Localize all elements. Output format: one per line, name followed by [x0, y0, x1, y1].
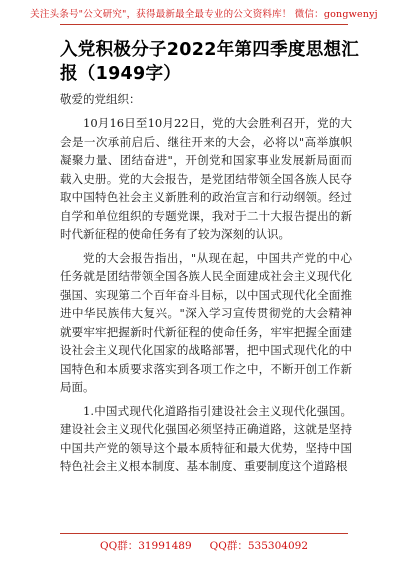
document-title: 入党积极分子2022年第四季度思想汇报（1949字） — [60, 40, 360, 84]
header-divider — [60, 24, 348, 25]
paragraph: 党的大会报告指出，"从现在起，中国共产党的中心任务就是团结带领全国各族人民全面建成社会主义现代化强国、实现第二个百年奋斗目标，以中国式现代化全面推进中华民族伟大复兴。"深入学习宣传贯彻党的大会精神就要牢牢把握新时代新征程的使命任务，牢牢把握全面建设社会主义现代化国家的战略部署，把中国式现代化的中国特色和本质要求落实到各项工作之中，不断开创工作新局面。 — [60, 250, 352, 394]
document-body — [60, 114, 352, 481]
footer-divider — [60, 533, 348, 534]
paragraph: 1.中国式现代化道路指引建设社会主义现代化强国。建设社会主义现代化强国必须坚持正确道路，这就是坚持中国共产党的领导这个最本质特征和最大优势，坚持中国特色社会主义根本制度、基本制度、重要制度这个道路根 — [60, 403, 352, 473]
footer — [0, 538, 408, 553]
header-banner: 关注头条号"公文研究"，获得最新最全最专业的公文资料库！ 微信：gongwenyj — [30, 9, 378, 20]
salutation: 敬爱的党组织： — [60, 92, 141, 106]
footer-qq-group-2: QQ群：535304092 — [209, 540, 308, 552]
footer-qq-group-1: QQ群：31991489 — [99, 540, 192, 552]
paragraph: 10月16日至10月22日，党的大会胜利召开，党的大会是一次承前启后、继往开来的大会，必将以"高举旗帜凝聚力量、团结奋进"，开创党和国家事业发展新局面而载入史册。党的大会报告，是党团结带领全国各族人民夺取中国特色社会主义新胜利的政治宣言和行动纲领。经过自学和单位组织的专题党课，我对于二十大报告提出的新时代新征程的使命任务有了较为深刻的认识。 — [60, 116, 352, 241]
